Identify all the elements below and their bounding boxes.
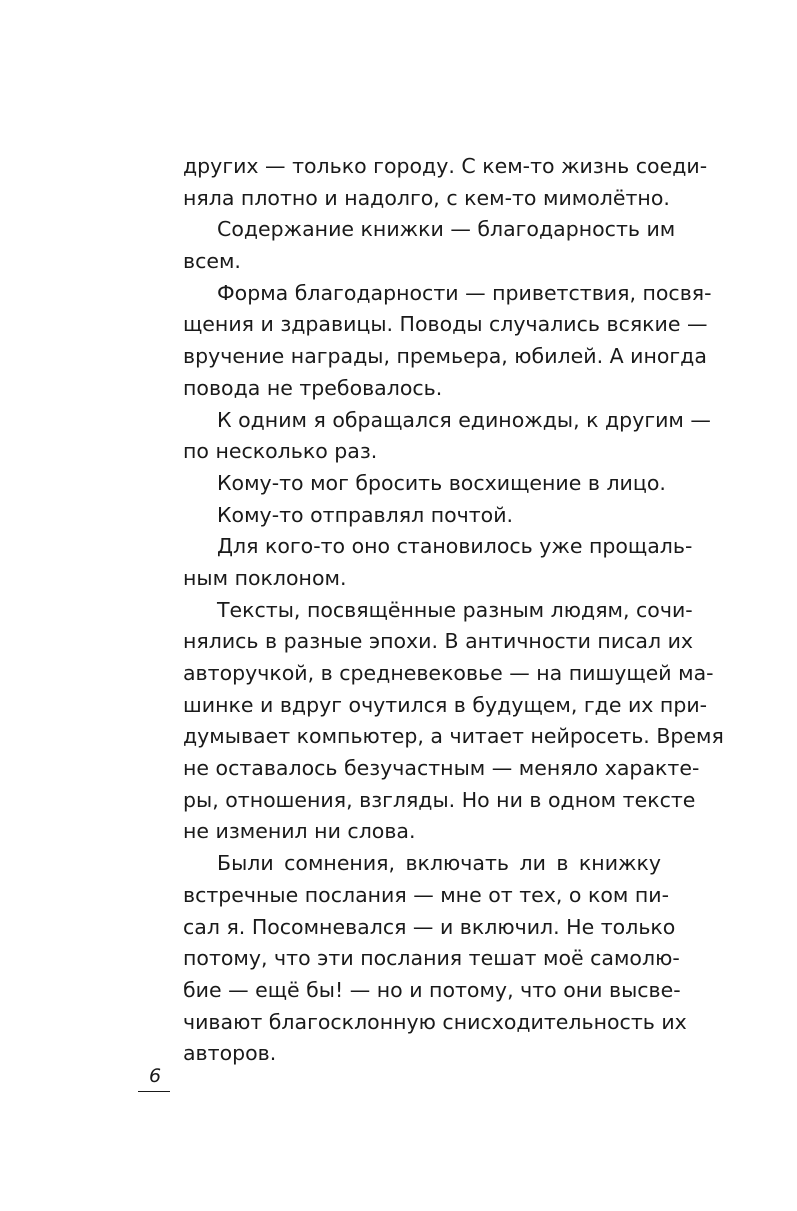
- text-line: не оставалось безучастным — меняло характе-: [183, 756, 700, 781]
- paragraph: [183, 848, 687, 1070]
- text-line: няла плотно и надолго, с кем-то мимолётно.: [183, 185, 670, 210]
- text-line: авторов.: [183, 1041, 277, 1066]
- text-line: авторучкой, в средневековье — на пишущей ма-: [183, 661, 714, 685]
- text-line: повода не требовалось.: [183, 375, 443, 400]
- text-line: бие — ещё бы! — но и потому, что они высве-: [183, 977, 681, 1002]
- paragraph: [183, 151, 708, 214]
- body-text: [183, 151, 724, 1070]
- text-line: других — только городу. С кем-то жизнь соеди-: [183, 154, 708, 178]
- text-line: К одним я обращался единожды, к другим —: [217, 407, 711, 432]
- paragraph: [183, 500, 661, 532]
- text-line: не изменил ни слова.: [183, 819, 416, 844]
- text-line: всем.: [183, 249, 241, 274]
- text-line: думывает компьютер, а читает нейросеть. Время: [183, 724, 724, 749]
- text-line: сал я. Посомневался — и включил. Не только: [183, 914, 676, 939]
- text-line: встречные послания — мне от тех, о ком пи-: [183, 882, 670, 907]
- text-line: Были сомнения, включать ли в книжку: [217, 851, 661, 876]
- text-line: чивают благосклонную снисходительность их: [183, 1009, 687, 1034]
- text-line: Для кого-то оно становилось уже прощаль-: [217, 534, 693, 559]
- paragraph: [183, 531, 693, 594]
- paragraph: [183, 405, 711, 468]
- paragraph: [183, 278, 712, 405]
- text-line: Кому-то отправлял почтой.: [217, 502, 514, 527]
- text-line: шинке и вдруг очутился в будущем, где их при-: [183, 692, 708, 717]
- text-line: нялись в разные эпохи. В античности писал их: [183, 629, 694, 654]
- page-number: 6: [148, 1065, 162, 1087]
- text-line: Содержание книжки — благодарность им: [217, 217, 676, 242]
- text-line: ры, отношения, взгляды. Но ни в одном тексте: [183, 787, 696, 812]
- text-line: Форма благодарности — приветствия, посвя-: [217, 280, 712, 305]
- text-line: Кому-то мог бросить восхищение в лицо.: [217, 470, 666, 495]
- text-line: по несколько раз.: [183, 439, 378, 464]
- text-line: Тексты, посвящённые разным людям, сочи-: [217, 597, 693, 622]
- text-line: ным поклоном.: [183, 565, 347, 590]
- paragraph: [183, 468, 666, 500]
- paragraph: [183, 595, 724, 849]
- text-line: вручение награды, премьера, юбилей. А иногда: [183, 344, 707, 369]
- page-number-rule: [138, 1091, 170, 1092]
- paragraph: [183, 214, 676, 277]
- text-line: потому, что эти послания тешат моё самолю-: [183, 946, 680, 971]
- text-line: щения и здравицы. Поводы случались всякие —: [183, 312, 708, 337]
